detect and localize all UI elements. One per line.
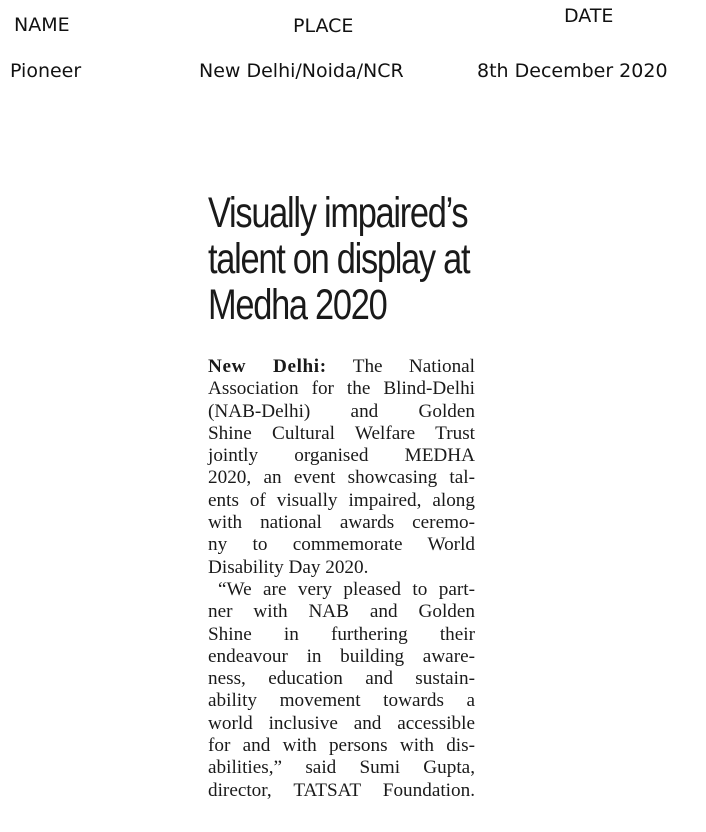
article-body	[208, 356, 475, 802]
place-value: New Delhi/Noida/NCR	[199, 60, 404, 82]
headline-line: Visually impaired’s	[208, 189, 468, 237]
body-line: 2020, an event showcasing tal-	[208, 467, 475, 489]
body-line-text: The National	[352, 356, 476, 377]
body-line: abilities,” said Sumi Gupta,	[208, 757, 475, 779]
name-value: Pioneer	[10, 60, 82, 82]
body-line: ner with NAB and Golden	[208, 601, 475, 623]
body-line: with national awards ceremo-	[208, 512, 475, 534]
body-line: Shine in furthering their	[208, 623, 475, 645]
body-line: director, TATSAT Foundation.	[208, 779, 475, 801]
body-line: ability movement towards a	[208, 690, 475, 712]
body-line: Association for the Blind-Delhi	[208, 378, 475, 400]
date-label: DATE	[564, 5, 614, 27]
place-label: PLACE	[293, 15, 354, 37]
body-line: ents of visually impaired, along	[208, 489, 475, 511]
dateline: New Delhi:	[208, 356, 327, 377]
body-line: Disability Day 2020.	[208, 556, 369, 578]
body-line: “We are very pleased to part-	[218, 578, 475, 600]
headline-line: Medha 2020	[208, 281, 387, 329]
body-line	[208, 356, 475, 378]
body-line: endeavour in building aware-	[208, 645, 475, 667]
body-line: (NAB-Delhi) and Golden	[208, 400, 475, 422]
name-label: NAME	[14, 14, 70, 36]
date-value: 8th December 2020	[477, 60, 668, 82]
body-line: world inclusive and accessible	[208, 712, 475, 734]
body-line: ny to commemorate World	[208, 534, 475, 556]
body-line: jointly organised MEDHA	[208, 445, 475, 467]
body-line: Shine Cultural Welfare Trust	[208, 422, 475, 444]
body-line: for and with persons with dis-	[208, 735, 475, 757]
body-line: ness, education and sustain-	[208, 668, 475, 690]
article-headline	[208, 189, 470, 329]
headline-line: talent on display at	[208, 235, 470, 283]
